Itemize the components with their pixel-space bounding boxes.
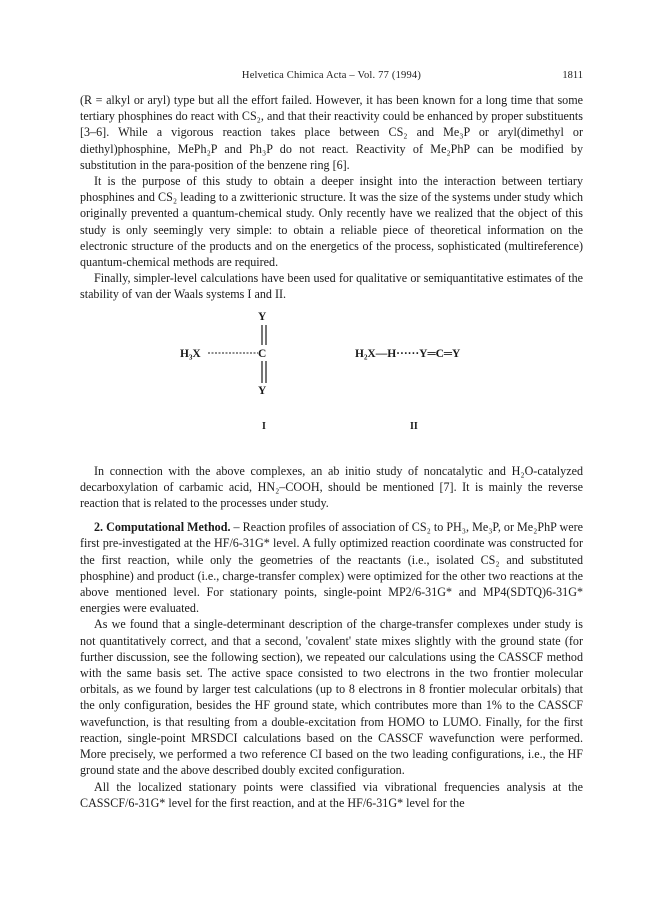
journal-title: Helvetica Chimica Acta – Vol. 77 (1994) (241, 70, 422, 81)
page-number: 1811 (562, 70, 583, 81)
paragraph: In connection with the above complexes, an ab initio study of noncatalytic and H₂O-catalyzed decarboxylation of carbamic acid, HN₂–COOH, should be mentioned [7]. It is mainly the reverse reaction that is related to the processes under study. (80, 463, 583, 511)
struct1-bonds (180, 303, 320, 443)
struct1-y-bottom: Y (258, 384, 267, 397)
section-heading: 2. Computational Method. (94, 520, 231, 535)
section-text: – Reaction profiles of association of CS₂ to PH₃, Me₃P, or Me₂PhP were first pre-investigated at the HF/6-31G* level. A fully optimized reaction coordinate was constructed for the first reaction, while only the geometries of the reactants (i.e., isolated CS₂ and substituted phosphine) and product (i.e., charge-transfer complex) were optimized for the other two reactions at the above mentioned level. For stationary points, single-point MP2/6-31G* and MP4(SDTQ)6-31G* energies were evaluated. (80, 520, 583, 616)
struct1-c: C (258, 347, 267, 360)
paragraph: Finally, simpler-level calculations have been used for qualitative or semiquantitative estimates of the stability of van der Waals systems I and II. (80, 271, 583, 302)
paragraph: (R = alkyl or aryl) type but all the effort failed. However, it has been known for a long time that some tertiary phosphines do react with CS₂, and that their reactivity could be enhanced by proper substituents [3–6]. While a vigorous reaction takes place between CS₂ and Me₃P or aryl(dimethyl or diethyl)phosphine, MePh₂P and Ph₃P do not react. Reactivity of Me₂PhP can be modified by substitution in the para-position of the benzene ring [6]. (80, 93, 583, 172)
paragraph: It is the purpose of this study to obtain a deeper insight into the interaction between tertiary phosphines and CS₂ leading to a zwitterionic structure. It was the size of the systems under study which originally prevented a quantum-chemical study. Only recently have we realized that the object of this study is only seemingly very simple: to obtain a reliable piece of theoretical information on the electronic structure of the products and on the energetics of the process, sophisticated (multireference) quantum-chemical methods are required. (80, 174, 583, 270)
struct2-label: II (410, 420, 418, 432)
body-text (80, 92, 583, 811)
struct1-y-top: Y (258, 310, 267, 323)
chemical-structures-figure (80, 303, 583, 463)
struct2-formula: H₂X—H······Y═C═Y (355, 347, 461, 360)
running-header (80, 70, 583, 86)
section-paragraph (80, 519, 583, 616)
struct1-label: I (262, 420, 266, 432)
struct1-h3x: H₃X (180, 347, 201, 360)
paragraph: All the localized stationary points were classified via vibrational frequencies analysis at the CASSCF/6-31G* level for the first reaction, and at the HF/6-31G* level for the (80, 779, 583, 810)
paragraph: As we found that a single-determinant description of the charge-transfer complexes under study is not quantitatively correct, and that a second, 'covalent' state mixes slightly with the ground state (for further discussion, see the following section), we repeated our calculations using the CASSCF method with the same basis set. The active space consisted to two electrons in the two frontier molecular orbitals, as we found by larger test calculations (up to 8 electrons in 8 frontier molecular orbitals) that the only configuration, besides the HF ground state, which contributes more than 1% to the CASSCF wavefunction, is that resulting from a double-excitation from HOMO to LUMO. Finally, for the first reaction, single-point MRSDCI calculations based on the CASSCF wavefunction were performed. More precisely, we performed a two reference CI based on the two leading configurations, i.e., the HF ground state and the above described doubly excited configuration. (80, 617, 583, 778)
